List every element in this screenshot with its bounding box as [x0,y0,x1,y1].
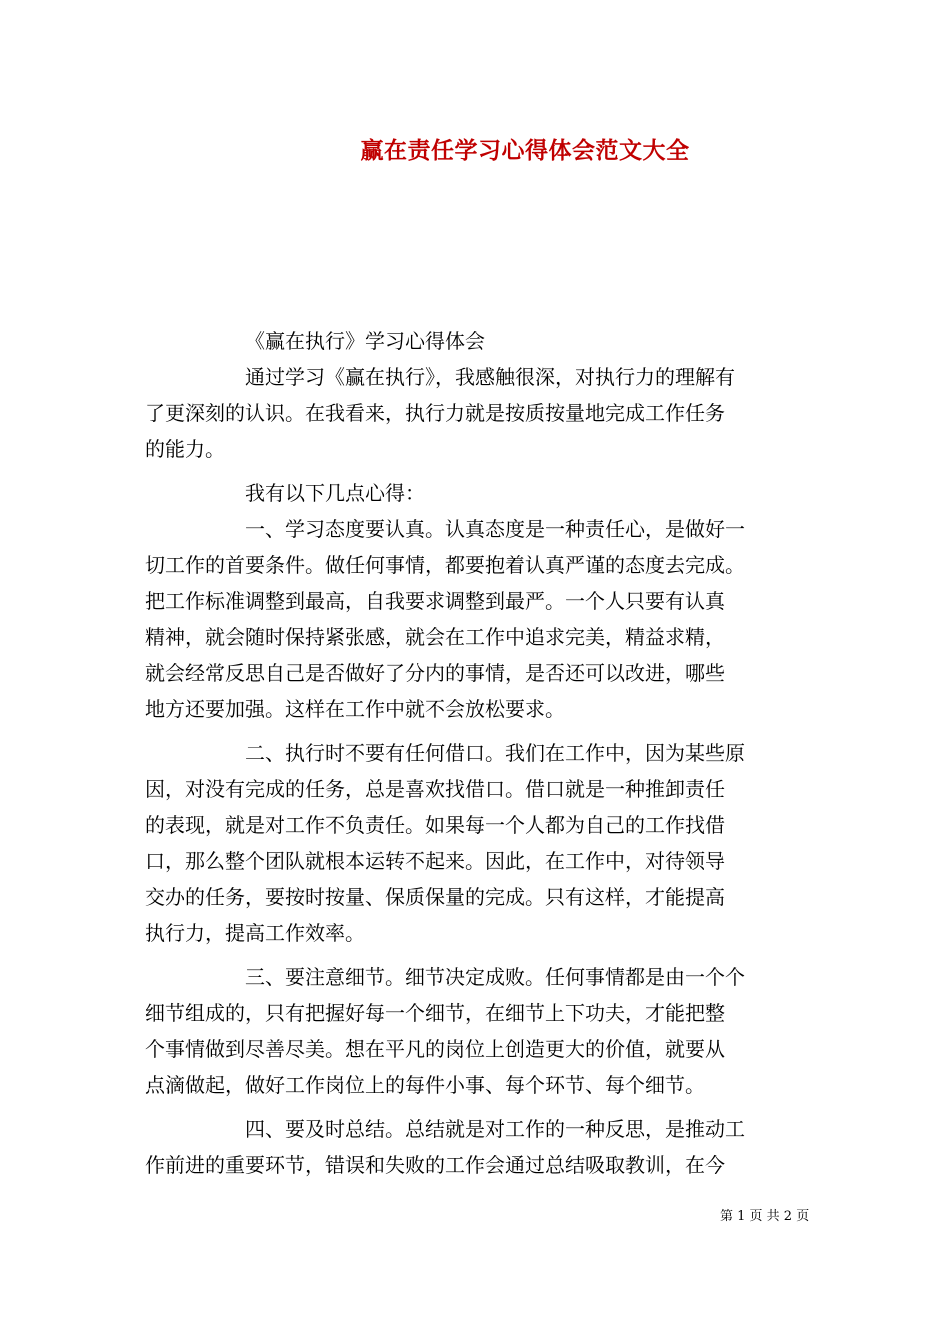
paragraph-line: 一、学习态度要认真。认真态度是一种责任心，是做好一 [245,517,745,541]
paragraph-line: 三、要注意细节。细节决定成败。任何事情都是由一个个 [245,965,745,989]
paragraph-line: 执行力，提高工作效率。 [145,921,365,945]
paragraph-line: 因，对没有完成的任务，总是喜欢找借口。借口就是一种推卸责任 [145,777,725,801]
paragraph-line: 地方还要加强。这样在工作中就不会放松要求。 [145,697,565,721]
paragraph-line: 点滴做起，做好工作岗位上的每件小事、每个环节、每个细节。 [145,1073,705,1097]
paragraph-line: 通过学习《赢在执行》，我感触很深，对执行力的理解有 [245,365,735,389]
paragraph-line: 作前进的重要环节，错误和失败的工作会通过总结吸取教训，在今 [145,1153,725,1177]
paragraph-line: 精神，就会随时保持紧张感，就会在工作中追求完美，精益求精， [145,625,725,649]
paragraph-line: 切工作的首要条件。做任何事情，都要抱着认真严谨的态度去完成。 [145,553,745,577]
paragraph-line: 二、执行时不要有任何借口。我们在工作中，因为某些原 [245,741,745,765]
paragraph-line: 交办的任务，要按时按量、保质保量的完成。只有这样，才能提高 [145,885,725,909]
subtitle-line: 《赢在执行》学习心得体会 [245,329,485,353]
paragraph-line: 我有以下几点心得： [245,481,425,505]
document-title: 赢在责任学习心得体会范文大全 [360,137,690,164]
paragraph-line: 的表现，就是对工作不负责任。如果每一个人都为自己的工作找借 [145,813,725,837]
paragraph-line: 细节组成的，只有把握好每一个细节，在细节上下功夫，才能把整 [145,1001,725,1025]
paragraph-line: 了更深刻的认识。在我看来，执行力就是按质按量地完成工作任务 [145,401,725,425]
paragraph-line: 四、要及时总结。总结就是对工作的一种反思，是推动工 [245,1117,745,1141]
paragraph-line: 就会经常反思自己是否做好了分内的事情，是否还可以改进，哪些 [145,661,725,685]
paragraph-line: 口，那么整个团队就根本运转不起来。因此，在工作中，对待领导 [145,849,725,873]
page-number-footer: 第 1 页 共 2 页 [720,1209,810,1224]
paragraph-line: 把工作标准调整到最高，自我要求调整到最严。一个人只要有认真 [145,589,725,613]
paragraph-line: 个事情做到尽善尽美。想在平凡的岗位上创造更大的价值，就要从 [145,1037,725,1061]
document-body [145,323,813,1183]
paragraph-line: 的能力。 [145,437,225,461]
